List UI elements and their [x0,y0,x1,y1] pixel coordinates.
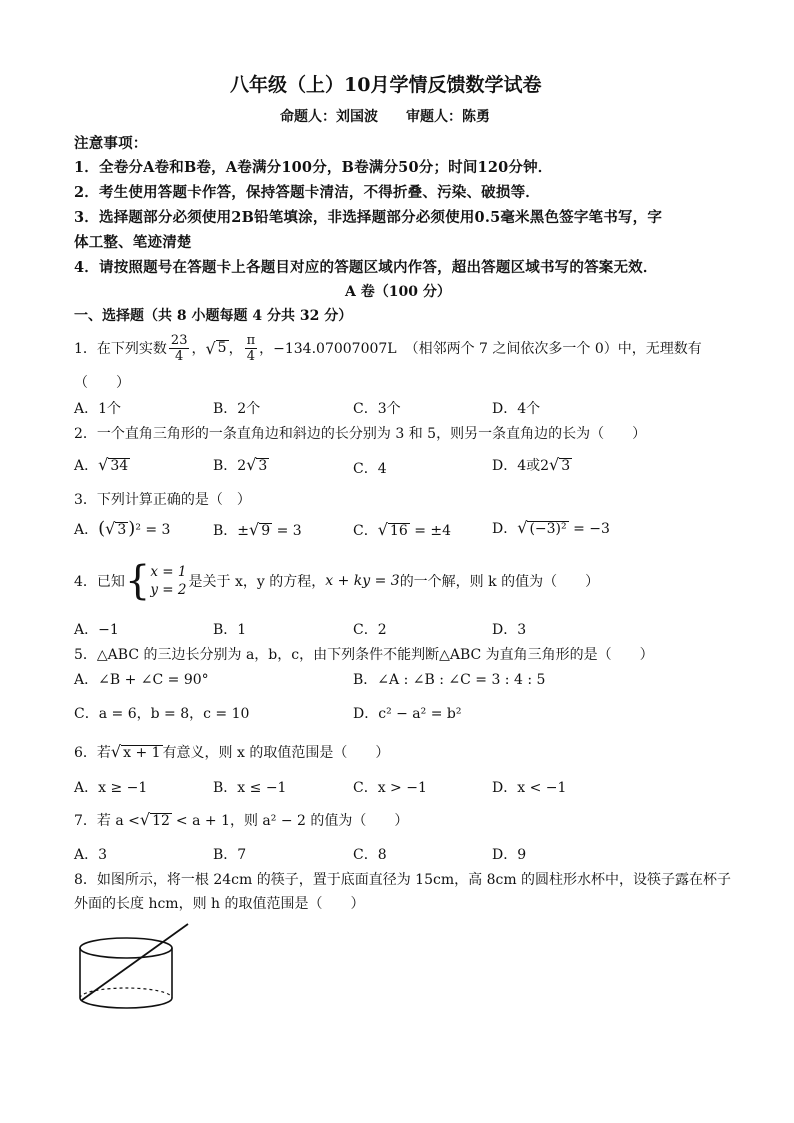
question-2: 2．一个直角三角形的一条直角边和斜边的长分别为 3 和 5，则另一条直角边的长为（ ） [74,426,647,442]
q5-option-b: B．∠A : ∠B : ∠C = 3 : 4 : 5 [353,672,546,688]
q1-option-a: A．1个 [74,401,122,417]
question-3: 3．下列计算正确的是（ ） [74,492,251,508]
question-7: 7．若 a <√ 12 < a + 1，则 a² − 2 的值为（ ） [74,810,409,829]
q3-a-radicand: 3 [117,522,127,538]
q3-c-result: = ±4 [409,523,452,539]
q1-answer-paren: （ ） [74,375,130,391]
q4-eq1: x = 1 [150,563,187,580]
q2-option-b: B．2√ 3 [213,455,268,474]
q3-b-result: = 3 [272,523,302,539]
note-3-line1: 3．选择题部分必须使用2B铅笔填涂，非选择题部分必须使用0.5毫米黑色签字笔书写，字 [74,209,663,226]
note-4: 4．请按照题号在答题卡上各题目对应的答题区域内作答，超出答题区域书写的答案无效． [74,259,658,276]
question-5: 5．△ABC 的三边长分别为 a，b，c，由下列条件不能判断△ABC 为直角三角形的是（ ） [74,647,654,663]
q4-option-c: C．2 [353,622,387,638]
q1-option-c: C．3个 [353,401,401,417]
q1-f1-den: 4 [175,348,184,364]
q1-f2-num: π [246,332,256,348]
q5-option-d: D．c² − a² = b² [353,706,462,722]
q3-c-radicand: 16 [389,523,408,539]
q1-f2-den: 4 [246,348,255,364]
q3-d-radicand: (−3)² [529,521,567,537]
q1-option-d: D．4个 [492,401,541,417]
q1-option-b: B．2个 [213,401,261,417]
q4-option-b: B．1 [213,622,247,638]
q7-tail: < a + 1，则 a² − 2 的值为（ ） [175,813,409,829]
q3-c-label: C． [353,523,378,539]
q4-option-d: D．3 [492,622,527,638]
section-a-heading: A 卷（100 分） [345,284,451,300]
exam-authors: 命题人：刘国波 审题人：陈勇 [280,109,490,125]
q5-option-c: C．a = 6，b = 8，c = 10 [74,706,250,722]
question-8-line2: 外面的长度 hcm，则 h 的取值范围是（ ） [74,896,365,912]
q7-option-c: C．8 [353,847,387,863]
q5-option-a: A．∠B + ∠C = 90° [74,672,209,688]
q6-option-b: B．x ≤ −1 [213,780,287,796]
q2-option-c: C．4 [353,461,387,477]
q7-prefix: 7．若 a < [74,813,140,829]
q2-a-radicand: 34 [110,458,129,474]
q3-option-c: C．√ 16 = ±4 [353,520,452,539]
note-1: 1．全卷分A卷和B卷，A卷满分100分，B卷满分50分；时间120分钟． [74,159,553,176]
question-6: 6．若√ x + 1 有意义，则 x 的取值范围是（ ） [74,742,390,761]
q4-brace: { [124,558,151,604]
exam-title: 八年级（上）10月学情反馈数学试卷 [230,74,542,96]
q4-equation: x + ky = 3 [325,573,400,589]
note-3-line2: 体工整、笔迹清楚 [74,234,192,251]
q3-option-a: A．(√ 3 )² = 3 [74,518,171,539]
question-8-line1: 8．如图所示，将一根 24cm 的筷子，置于底面直径为 15cm，高 8cm 的圆柱形水杯中，设筷子露在杯子 [74,872,732,888]
q2-d-radicand: 3 [561,458,571,474]
q2-d-label: D．4或2 [492,458,550,474]
q1-fraction-23-4 [169,334,190,363]
q1-fraction-pi-4 [245,334,258,363]
q2-option-d: D．4或2√ 3 [492,455,571,474]
part-1-heading: 一、选择题（共 8 小题每题 4 分共 32 分） [74,308,353,324]
q4-prefix: 4．已知 [74,574,125,590]
q4-eq2: y = 2 [150,582,187,598]
q3-d-label: D． [492,521,518,537]
q3-b-radicand: 9 [261,523,271,539]
q4-system [150,563,186,599]
question-1: 1．在下列实数 $\frac{23}{4}$ ， √ 5 ， $\frac{\pi}{4}$ ，−134.07007007L （相邻两个 7 之间依次多一个 0）中，无理数有 [74,332,702,364]
q1-f1-num: 23 [170,332,188,348]
q6-option-a: A．x ≥ −1 [74,780,148,796]
q6-radicand: x + 1 [123,745,161,761]
q3-a-label: A． [74,522,99,538]
cup-chopstick-figure [70,920,200,1012]
q7-radicand: 12 [152,813,170,829]
q7-option-a: A．3 [74,847,108,863]
q4-option-a: A．−1 [74,622,119,638]
q2-a-label: A． [74,458,99,474]
q6-option-d: D．x < −1 [492,780,567,796]
q1-tail: （相邻两个 7 之间依次多一个 0）中，无理数有 [404,341,702,357]
q2-b-label: B．2 [213,458,247,474]
q6-option-c: C．x > −1 [353,780,427,796]
q6-tail: 有意义，则 x 的取值范围是（ ） [162,745,390,761]
q1-prefix: 1．在下列实数 [74,341,167,357]
q3-option-d: D．√ (−3)² = −3 [492,518,610,537]
question-4 [74,556,599,606]
q2-option-a: A．√ 34 [74,455,129,474]
q1-number: ，−134.07007007L [259,341,397,357]
q3-b-label: B．± [213,523,250,539]
note-2: 2．考生使用答题卡作答，保持答题卡清洁，不得折叠、污染、破损等． [74,184,540,201]
notes-heading: 注意事项： [74,135,148,152]
q7-option-d: D．9 [492,847,527,863]
q4-mid: 是关于 x，y 的方程， [188,574,326,590]
q6-prefix: 6．若 [74,745,111,761]
q1-sqrt5: 5 [217,339,227,356]
q4-tail: 的一个解，则 k 的值为（ ） [399,574,600,590]
q3-d-result: = −3 [568,521,610,537]
q3-a-result: ² = 3 [135,522,171,538]
q2-b-radicand: 3 [258,458,268,474]
q7-option-b: B．7 [213,847,247,863]
q3-option-b: B．±√ 9 = 3 [213,520,302,539]
